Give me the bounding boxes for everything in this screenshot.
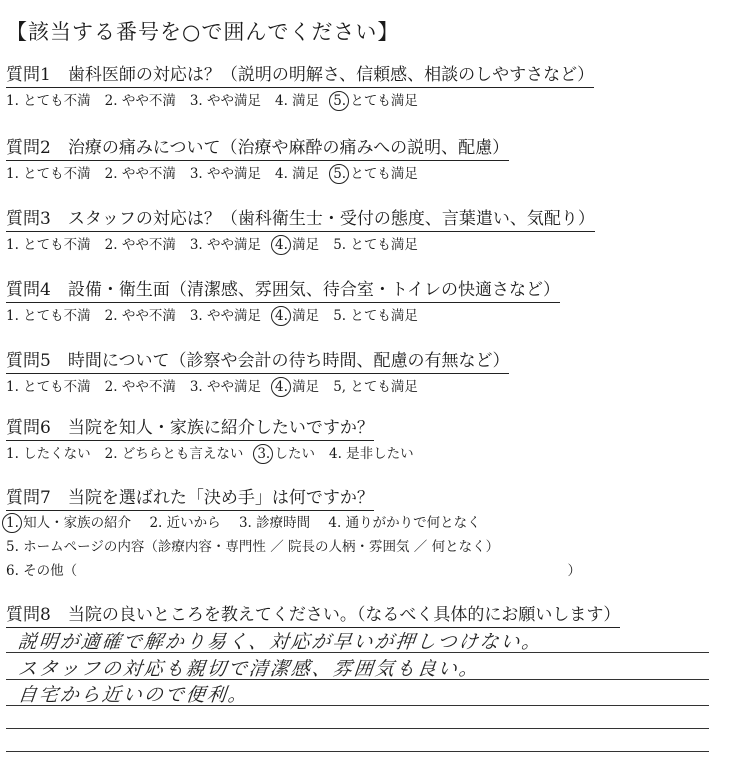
q7-option-5[interactable]: 5. ホームページの内容（診療内容・専門性 ／ 院長の人柄・雰囲気 ／ 何となく） [6, 539, 500, 555]
handwritten-answer-line-1: 説明が適確で解かり易く、対応が早いが押しつけない。 [16, 631, 544, 653]
question-1: 質問1 歯科医師の対応は？（説明の明解さ、信頼感、相談のしやすさなど） [6, 64, 594, 88]
q1-option-2[interactable]: 2. やや不満 [104, 93, 176, 109]
question-5: 質問5 時間について（診察や会計の待ち時間、配慮の有無など） [6, 350, 509, 374]
question-8: 質問8 当院の良いところを教えてください。（なるべく具体的にお願いします） [6, 604, 620, 628]
question-7: 質問7 当院を選ばれた「決め手」は何ですか？ [6, 487, 374, 511]
q1-option-1[interactable]: 1. とても不満 [6, 93, 91, 109]
q5-option-4[interactable]: 4. 満足 [275, 379, 320, 395]
q4-option-4[interactable]: 4. 満足 [275, 308, 320, 324]
question-2-options [6, 165, 432, 183]
q7-option-3[interactable]: 3. 診療時間 [238, 515, 311, 531]
q7-option-2[interactable]: 2. 近いから [149, 515, 221, 531]
question-7-options-line1 [6, 514, 495, 532]
question-4-options [6, 307, 432, 325]
form-title: 【該当する番号を○で囲んでください】 [6, 20, 400, 44]
question-2: 質問2 治療の痛みについて（治療や麻酔の痛みへの説明、配慮） [6, 137, 509, 161]
handwritten-answer-line-2: スタッフの対応も親切で清潔感、雰囲気も良い。 [16, 658, 482, 680]
q7-option-1[interactable]: 1. 知人・家族の紹介 [6, 515, 132, 531]
q2-option-4[interactable]: 4. 満足 [275, 166, 320, 182]
q5-option-3[interactable]: 3. やや満足 [189, 379, 262, 395]
q4-option-5[interactable]: 5. とても満足 [333, 308, 418, 324]
q3-option-5[interactable]: 5. とても満足 [333, 237, 418, 253]
question-4: 質問4 設備・衛生面（清潔感、雰囲気、待合室・トイレの快適さなど） [6, 279, 560, 303]
answer-line [6, 728, 709, 729]
q6-option-3[interactable]: 3. したい [257, 446, 316, 462]
question-6-options [6, 445, 428, 463]
question-5-options [6, 378, 432, 396]
q2-option-1[interactable]: 1. とても不満 [6, 166, 91, 182]
q6-option-2[interactable]: 2. どちらとも言えない [104, 446, 244, 462]
question-1-options [6, 92, 432, 110]
question-3-options [6, 236, 432, 254]
q7-option-6[interactable] [6, 562, 581, 580]
q1-option-4[interactable]: 4. 満足 [275, 93, 320, 109]
q4-option-3[interactable]: 3. やや満足 [189, 308, 262, 324]
q6-option-1[interactable]: 1. したくない [6, 446, 91, 462]
q6-option-4[interactable]: 4. 是非したい [329, 446, 414, 462]
q2-option-2[interactable]: 2. やや不満 [104, 166, 176, 182]
q3-option-4[interactable]: 4. 満足 [275, 237, 320, 253]
q1-option-5[interactable]: 5. とても満足 [333, 93, 418, 109]
q2-option-5[interactable]: 5. とても満足 [333, 166, 418, 182]
q3-option-2[interactable]: 2. やや不満 [104, 237, 176, 253]
q7-option-6-open: 6. その他（ [6, 563, 78, 579]
q3-option-3[interactable]: 3. やや満足 [189, 237, 262, 253]
q3-option-1[interactable]: 1. とても不満 [6, 237, 91, 253]
q1-option-3[interactable]: 3. やや満足 [189, 93, 262, 109]
question-3: 質問3 スタッフの対応は？（歯科衛生士・受付の態度、言葉遣い、気配り） [6, 208, 595, 232]
q2-option-3[interactable]: 3. やや満足 [189, 166, 262, 182]
q4-option-1[interactable]: 1. とても不満 [6, 308, 91, 324]
q5-option-2[interactable]: 2. やや不満 [104, 379, 176, 395]
handwritten-answer-line-3: 自宅から近いので便利。 [16, 684, 251, 706]
q5-option-5[interactable]: 5, とても満足 [333, 379, 418, 395]
q7-option-4[interactable]: 4. 通りがかりで何となく [328, 515, 481, 531]
question-6: 質問6 当院を知人・家族に紹介したいですか？ [6, 417, 374, 441]
q5-option-1[interactable]: 1. とても不満 [6, 379, 91, 395]
q7-option-6-close: ） [567, 563, 581, 579]
answer-line [6, 751, 709, 752]
q4-option-2[interactable]: 2. やや不満 [104, 308, 176, 324]
